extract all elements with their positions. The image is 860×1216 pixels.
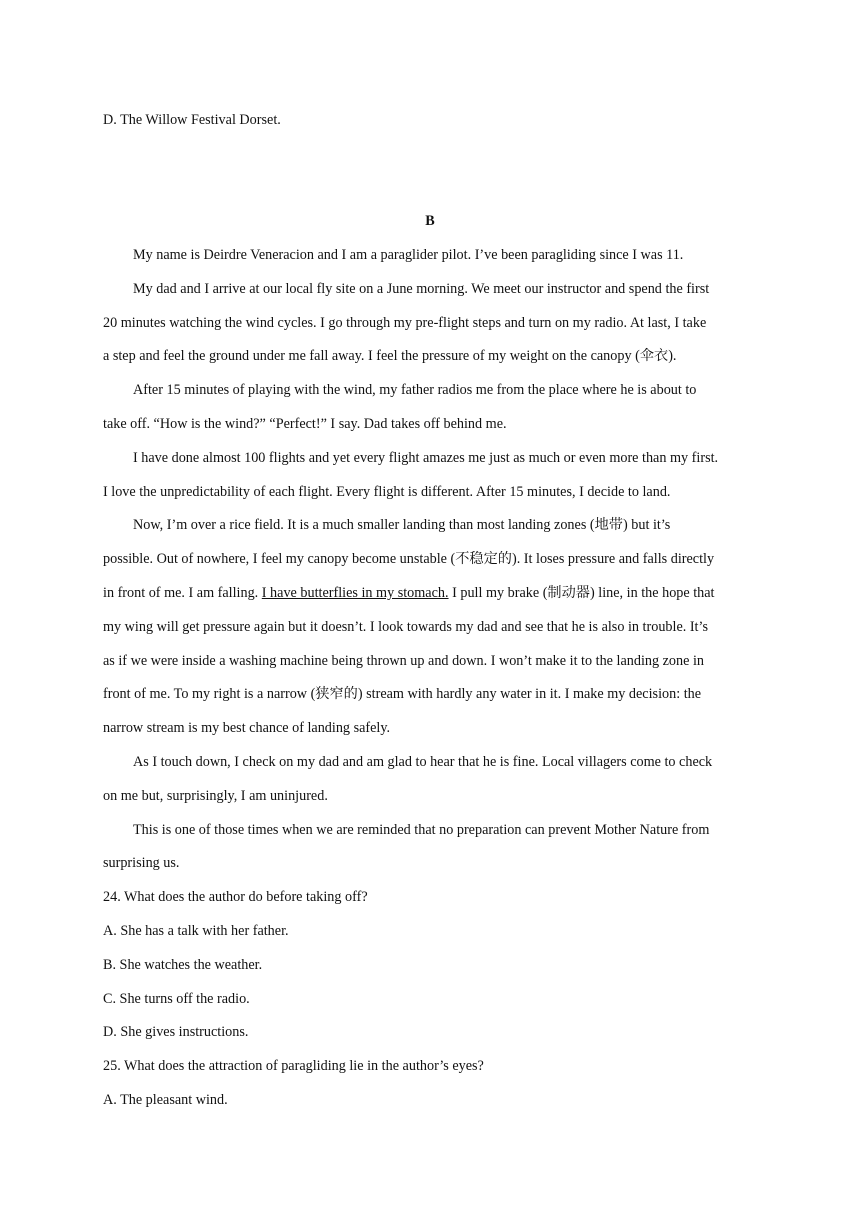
option-24-a: A. She has a talk with her father. [103, 923, 289, 939]
passage-line: 20 minutes watching the wind cycles. I go through my pre-flight steps and turn on my radio. At last, I take [103, 315, 707, 331]
question-24: 24. What does the author do before taking off? [103, 889, 368, 905]
previous-option-d: D. The Willow Festival Dorset. [103, 112, 281, 128]
passage-line [103, 584, 715, 602]
option-25-a: A. The pleasant wind. [103, 1092, 228, 1108]
option-24-c: C. She turns off the radio. [103, 991, 250, 1007]
option-24-d: D. She gives instructions. [103, 1024, 249, 1040]
passage-line: as if we were inside a washing machine being thrown up and down. I won’t make it to the landing zone in [103, 653, 704, 669]
passage-line: take off. “How is the wind?” “Perfect!” I say. Dad takes off behind me. [103, 416, 507, 432]
passage-text: I pull my brake (制动器) line, in the hope that [448, 585, 715, 601]
passage-line: narrow stream is my best chance of landing safely. [103, 720, 391, 736]
passage-text: in front of me. I am falling. [103, 585, 262, 601]
passage-line: my wing will get pressure again but it doesn’t. I look towards my dad and see that he is also in trouble. It’s [103, 619, 708, 635]
underlined-phrase: I have butterflies in my stomach. [261, 585, 449, 601]
passage-line: My dad and I arrive at our local fly site on a June morning. We meet our instructor and spend the first [133, 281, 710, 297]
passage-line: possible. Out of nowhere, I feel my canopy become unstable (不稳定的). It loses pressure and falls directly [103, 551, 715, 567]
passage-line: a step and feel the ground under me fall away. I feel the pressure of my weight on the canopy (伞衣). [103, 348, 677, 364]
passage-line: As I touch down, I check on my dad and am glad to hear that he is fine. Local villagers come to check [133, 754, 713, 770]
option-24-b: B. She watches the weather. [103, 957, 263, 973]
passage-line: My name is Deirdre Veneracion and I am a paraglider pilot. I’ve been paragliding since I was 11. [133, 247, 684, 263]
passage-line: After 15 minutes of playing with the wind, my father radios me from the place where he is about to [133, 382, 697, 398]
passage-line: surprising us. [103, 855, 180, 871]
section-title: B [425, 213, 435, 229]
passage-line: on me but, surprisingly, I am uninjured. [103, 788, 328, 804]
passage-line: I have done almost 100 flights and yet every flight amazes me just as much or even more than my first. [133, 450, 719, 466]
passage-line: I love the unpredictability of each flight. Every flight is different. After 15 minutes, I decide to land. [103, 484, 671, 500]
question-25: 25. What does the attraction of paragliding lie in the author’s eyes? [103, 1058, 484, 1074]
passage-line: This is one of those times when we are reminded that no preparation can prevent Mother Nature from [133, 822, 710, 838]
passage-line: Now, I’m over a rice field. It is a much smaller landing than most landing zones (地带) but it’s [133, 517, 671, 533]
passage-line: front of me. To my right is a narrow (狭窄的) stream with hardly any water in it. I make my decision: the [103, 686, 702, 702]
